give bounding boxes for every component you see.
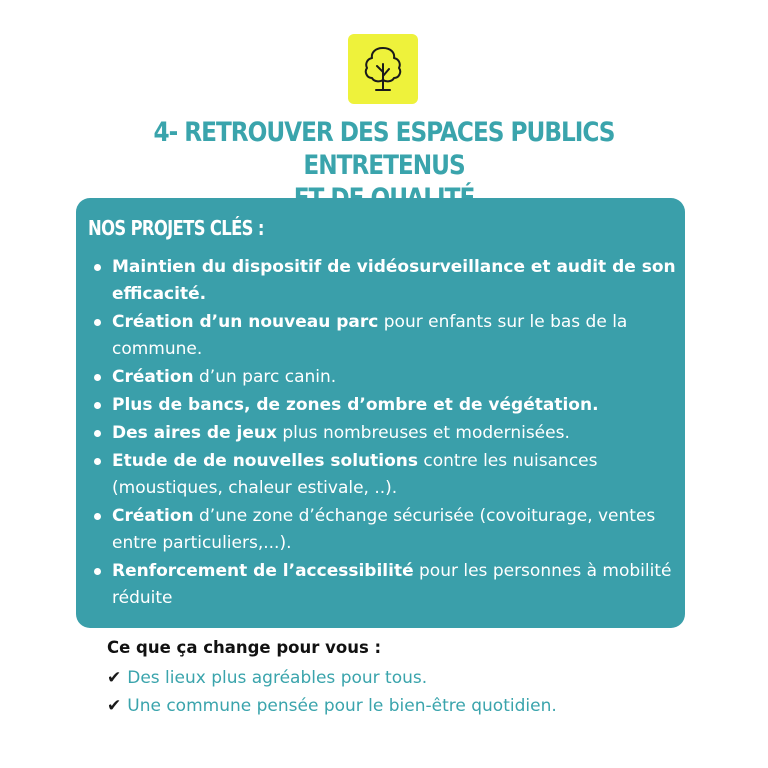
checkmark-icon: ✔ (107, 696, 122, 716)
key-projects-card (76, 198, 685, 628)
benefits-list (107, 664, 557, 720)
item-bold: Des aires de jeux (112, 423, 277, 443)
item-bold: Renforcement de l’accessibilité (112, 561, 414, 581)
benefit-item (107, 664, 557, 692)
list-item (94, 558, 679, 612)
item-bold: Plus de bancs, de zones d’ombre et de végétation. (112, 395, 599, 415)
item-bold: Etude de de nouvelles solutions (112, 451, 418, 471)
list-item (94, 254, 679, 308)
list-item (94, 448, 679, 502)
bullet-dot-icon (94, 568, 101, 575)
list-item (94, 309, 679, 363)
bullet-dot-icon (94, 264, 101, 271)
tree-badge (348, 34, 418, 104)
benefit-item (107, 692, 557, 720)
bullet-dot-icon (94, 319, 101, 326)
item-text: pour enfants sur le bas de la commune. (112, 312, 628, 359)
list-item (94, 364, 679, 391)
item-text: d’un parc canin. (193, 367, 337, 387)
changes-heading: Ce que ça change pour vous : (107, 638, 382, 657)
item-text: d’une zone d’échange sécurisée (covoiturage, ventes entre particuliers,...). (112, 506, 656, 553)
title-line-1: 4- RETROUVER DES ESPACES PUBLICS ENTRETENUS (153, 117, 615, 181)
bullet-dot-icon (94, 458, 101, 465)
item-bold: Création (112, 367, 194, 387)
benefit-text: Une commune pensée pour le bien-être quotidien. (127, 696, 557, 716)
item-text: plus nombreuses et modernisées. (276, 423, 570, 443)
tree-icon (361, 44, 405, 94)
list-item (94, 392, 679, 419)
card-heading: NOS PROJETS CLÉS : (88, 216, 264, 240)
bullet-dot-icon (94, 513, 101, 520)
bullet-dot-icon (94, 374, 101, 381)
checkmark-icon: ✔ (107, 668, 122, 688)
bullet-dot-icon (94, 402, 101, 409)
item-text: pour les personnes à mobilité réduite (112, 561, 672, 608)
item-text: contre les nuisances (moustiques, chaleur estivale, ..). (112, 451, 598, 498)
benefit-text: Des lieux plus agréables pour tous. (127, 668, 428, 688)
list-item (94, 420, 679, 447)
item-bold: Maintien du dispositif de vidéosurveillance et audit de son efficacité. (112, 257, 676, 304)
bullet-dot-icon (94, 430, 101, 437)
item-bold: Création (112, 506, 194, 526)
projects-list (94, 254, 679, 613)
list-item (94, 503, 679, 557)
item-bold: Création d’un nouveau parc (112, 312, 379, 332)
